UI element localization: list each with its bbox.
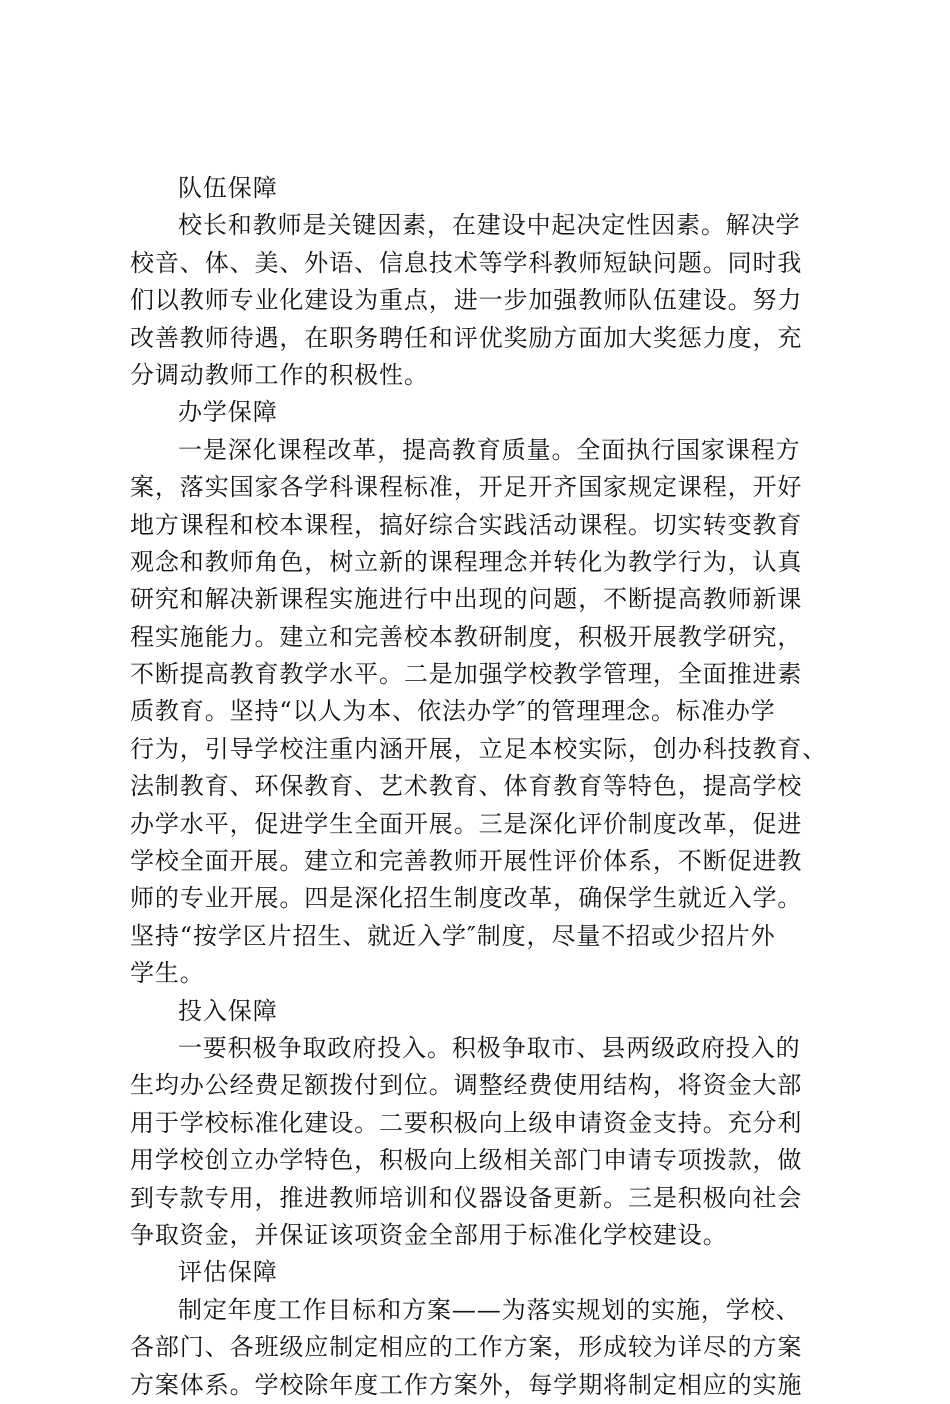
text-line: 用于学校标准化建设。二要积极向上级申请资金支持。充分利: [130, 1108, 803, 1137]
text-line: 校音、体、美、外语、信息技术等学科教师短缺问题。同时我: [130, 248, 803, 277]
text-line: 师的专业开展。四是深化招生制度改革，确保学生就近入学。: [130, 884, 803, 913]
text-line: 方案体系。学校除年度工作方案外，每学期将制定相应的实施: [130, 1370, 803, 1399]
text-line: 用学校创立办学特色，积极向上级相关部门申请专项拨款，做: [130, 1146, 803, 1175]
text-line: 观念和教师角色，树立新的课程理念并转化为教学行为，认真: [130, 547, 803, 576]
text-line: 不断提高教育教学水平。二是加强学校教学管理，全面推进素: [130, 660, 803, 689]
text-line: 法制教育、环保教育、艺术教育、体育教育等特色，提高学校: [130, 772, 803, 801]
text-line: 学生。: [130, 959, 205, 988]
section-heading: 队伍保障: [178, 174, 278, 202]
text-line: 坚持“按学区片招生、就近入学″制度，尽量不招或少招片外: [130, 921, 776, 950]
text-line: 各部门、各班级应制定相应的工作方案，形成较为详尽的方案: [130, 1333, 803, 1362]
text-line: 程实施能力。建立和完善校本教研制度，积极开展教学研究，: [130, 622, 803, 651]
text-line: 研究和解决新课程实施进行中出现的问题，不断提高教师新课: [130, 585, 803, 614]
text-line: 制定年度工作目标和方案——为落实规划的实施，学校、: [178, 1295, 801, 1324]
text-line: 分调动教师工作的积极性。: [130, 360, 429, 389]
text-line: 校长和教师是关键因素，在建设中起决定性因素。解决学: [178, 211, 801, 240]
text-line: 到专款专用，推进教师培训和仪器设备更新。三是积极向社会: [130, 1183, 803, 1212]
text-line: 学校全面开展。建立和完善教师开展性评价体系，不断促进教: [130, 847, 803, 876]
text-line: 们以教师专业化建设为重点，进一步加强教师队伍建设。努力: [130, 286, 803, 315]
text-line: 办学水平，促进学生全面开展。三是深化评价制度改革，促进: [130, 809, 803, 838]
text-line: 案，落实国家各学科课程标准，开足开齐国家规定课程，开好: [130, 473, 803, 502]
section-heading: 投入保障: [178, 996, 278, 1025]
text-line: 质教育。坚持“以人为本、依法办学″的管理理念。标准办学: [130, 697, 776, 726]
section-heading: 评估保障: [178, 1258, 278, 1287]
text-line: 行为，引导学校注重内涵开展，立足本校实际，创办科技教育、: [130, 734, 828, 763]
document-body: [130, 170, 828, 1404]
text-line: 改善教师待遇，在职务聘任和评优奖励方面加大奖惩力度，充: [130, 323, 803, 352]
text-line: 生均办公经费足额拨付到位。调整经费使用结构，将资金大部: [130, 1071, 803, 1100]
section-heading: 办学保障: [178, 398, 278, 427]
text-line: 地方课程和校本课程，搞好综合实践活动课程。切实转变教育: [130, 510, 803, 539]
text-line: 一要积极争取政府投入。积极争取市、县两级政府投入的: [178, 1033, 801, 1062]
text-line: 一是深化课程改革，提高教育质量。全面执行国家课程方: [178, 435, 801, 464]
text-line: 争取资金，并保证该项资金全部用于标准化学校建设。: [130, 1220, 728, 1249]
